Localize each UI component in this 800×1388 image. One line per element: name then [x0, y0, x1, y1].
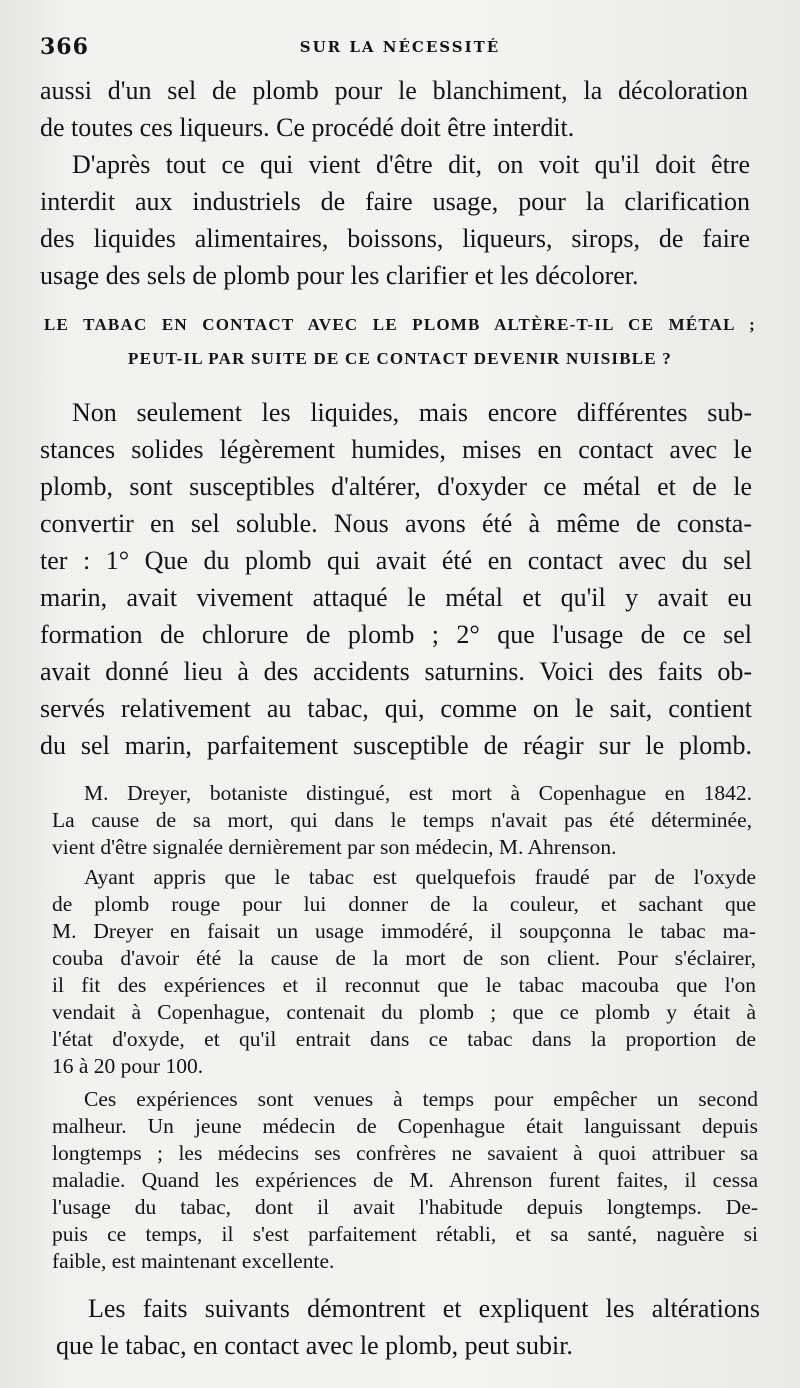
text-line: que le tabac, en contact avec le plomb, peut subir.	[56, 1331, 573, 1360]
text-line: avait donné lieu à des accidents saturnins. Voici des faits ob-	[40, 657, 752, 686]
text-line: M. Dreyer, botaniste distingué, est mort à Copenhague en 1842.	[84, 781, 752, 805]
paragraph-1	[40, 72, 748, 146]
text-line: de toutes ces liqueurs. Ce procédé doit être interdit.	[40, 113, 575, 142]
text-line: Ces expériences sont venues à temps pour empêcher un second	[84, 1087, 758, 1111]
paragraph-4	[52, 780, 752, 861]
heading-line: LE TABAC EN CONTACT AVEC LE PLOMB ALTÈRE-T-IL CE MÉTAL ;	[44, 315, 756, 334]
text-line: formation de chlorure de plomb ; 2° que l'usage de ce sel	[40, 620, 752, 649]
text-line: de plomb rouge pour lui donner de la couleur, et sachant que	[52, 892, 756, 916]
text-line: l'état d'oxyde, et qu'il entrait dans ce tabac dans la proportion de	[52, 1027, 756, 1051]
text-line: Non seulement les liquides, mais encore différentes sub-	[72, 398, 752, 427]
text-line: aussi d'un sel de plomb pour le blanchiment, la décoloration	[40, 76, 748, 105]
text-line: convertir en sel soluble. Nous avons été à même de consta-	[40, 509, 752, 538]
text-line: longtemps ; les médecins ses confrères ne savaient à quoi attribuer sa	[52, 1141, 758, 1165]
text-line: il fit des expériences et il reconnut que le tabac macouba que l'on	[52, 973, 756, 997]
text-line: M. Dreyer en faisait un usage immodéré, il soupçonna le tabac ma-	[52, 919, 756, 943]
paragraph-3	[40, 394, 752, 764]
section-heading	[44, 308, 756, 376]
text-line: interdit aux industriels de faire usage, pour la clarification	[40, 187, 750, 216]
paragraph-2	[40, 146, 750, 294]
paragraph-5	[52, 864, 756, 1080]
text-line: puis ce temps, il s'est parfaitement rétabli, et sa santé, naguère si	[52, 1222, 758, 1246]
heading-line: PEUT-IL PAR SUITE DE CE CONTACT DEVENIR NUISIBLE ?	[128, 349, 672, 368]
text-line: vendait à Copenhague, contenait du plomb ; que ce plomb y était à	[52, 1000, 756, 1024]
text-line: Ayant appris que le tabac est quelquefois fraudé par de l'oxyde	[84, 865, 756, 889]
text-line: Les faits suivants démontrent et expliquent les altérations	[88, 1294, 760, 1323]
running-head: SUR LA NÉCESSITÉ	[299, 38, 501, 56]
text-line: faible, est maintenant excellente.	[52, 1249, 335, 1273]
text-line: des liquides alimentaires, boissons, liqueurs, sirops, de faire	[40, 224, 750, 253]
text-line: vient d'être signalée dernièrement par son médecin, M. Ahrenson.	[52, 835, 617, 859]
text-line: D'après tout ce qui vient d'être dit, on voit qu'il doit être	[72, 150, 750, 179]
page-header	[40, 34, 760, 64]
text-line: plomb, sont susceptibles d'altérer, d'oxyder ce métal et de le	[40, 472, 752, 501]
text-line: servés relativement au tabac, qui, comme on le sait, contient	[40, 694, 752, 723]
text-line: marin, avait vivement attaqué le métal et qu'il y avait eu	[40, 583, 752, 612]
text-line: couba d'avoir été la cause de la mort de son client. Pour s'éclairer,	[52, 946, 756, 970]
paragraph-7	[56, 1290, 760, 1364]
text-line: La cause de sa mort, qui dans le temps n'avait pas été déterminée,	[52, 808, 752, 832]
text-line: du sel marin, parfaitement susceptible de réagir sur le plomb.	[40, 731, 752, 760]
text-line: usage des sels de plomb pour les clarifier et les décolorer.	[40, 261, 639, 290]
text-line: l'usage du tabac, dont il avait l'habitude depuis longtemps. De-	[52, 1195, 758, 1219]
paragraph-6	[52, 1086, 758, 1275]
text-line: stances solides légèrement humides, mises en contact avec le	[40, 435, 752, 464]
text-line: 16 à 20 pour 100.	[52, 1054, 204, 1078]
text-line: maladie. Quand les expériences de M. Ahrenson furent faites, il cessa	[52, 1168, 758, 1192]
text-line: ter : 1° Que du plomb qui avait été en contact avec du sel	[40, 546, 752, 575]
page-number: 366	[40, 34, 89, 60]
text-line: malheur. Un jeune médecin de Copenhague était languissant depuis	[52, 1114, 758, 1138]
